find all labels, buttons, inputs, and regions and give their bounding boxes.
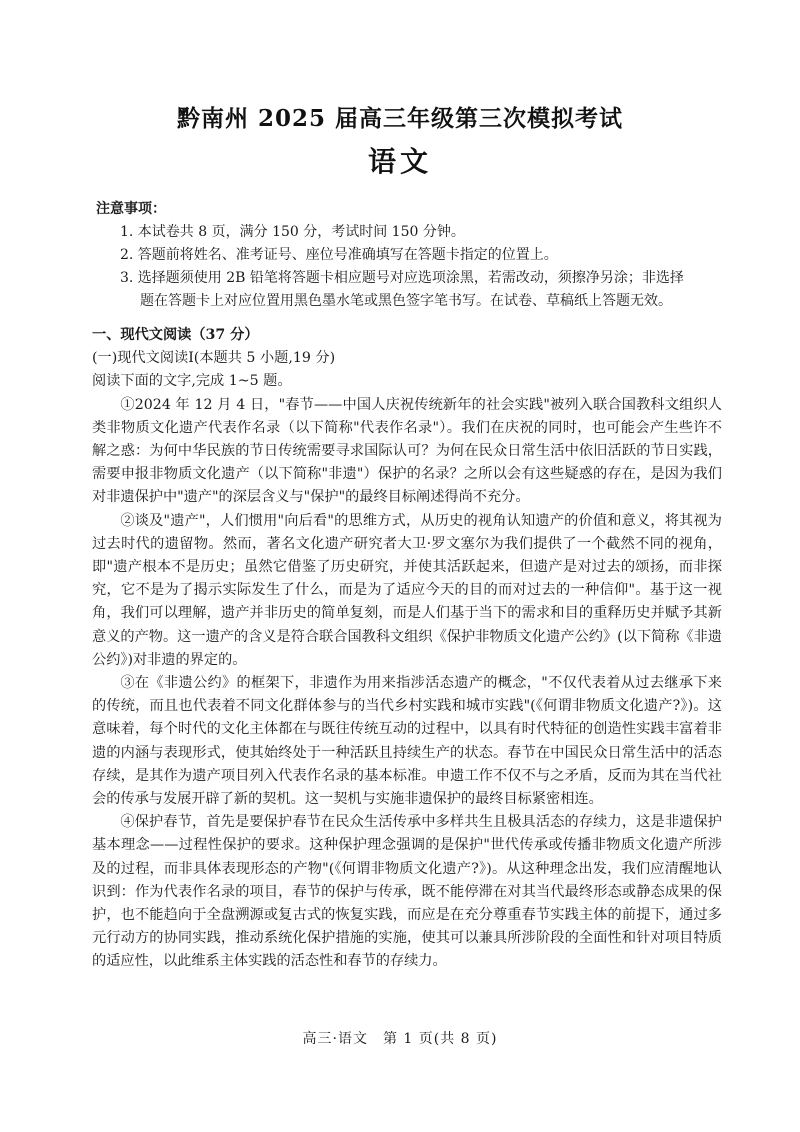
notice-item-3-continued-text: 题在答题卡上对应位置用黑色墨水笔或黑色签字笔书写。在试卷、草稿纸上答题无效。	[140, 293, 672, 309]
notice-item-1: 1. 本试卷共 8 页，满分 150 分，考试时间 150 分钟。	[120, 224, 465, 240]
paragraph-1: ①2024 年 12 月 4 日，"春节——中国人庆祝传统新年的社会实践"被列入联合国教科文组织人类非物质文化遗产代表作名录（以下简称"代表作名录"）。我们在庆祝的同时，也可能会产生些许不解之惑：为何中华民族的节日传统需要寻求国际认可？为何在民众日常生活中依旧活跃的节日实践，需要申报非物质文化遗产（以下简称"非遗"）保护的名录？之所以会有这些疑惑的存在，是因为我们对非遗保护中"遗产"的深层含义与"保护"的最终目标阐述得尚不充分。	[92, 396, 722, 506]
reading-section	[92, 324, 722, 974]
notice-item-3: 3. 选择题须使用 2B 铅笔将答题卡相应题号对应选项涂黑，若需改动，须擦净另涂；非选择	[120, 270, 684, 286]
section-instruction: 阅读下面的文字,完成 1~5 题。	[92, 373, 292, 390]
section-subheading: (一)现代文阅读Ⅰ(本题共 5 小题,19 分)	[92, 350, 336, 367]
paragraph-4: ④保护春节，首先是要保护春节在民众生活传承中多样共生且极具活态的存续力，这是非遗保护基本理念——过程性保护的要求。这种保护理念强调的是保护"世代传承或传播非物质文化遗产所涉及的过程，而非具体表现形态的产物"(《何谓非物质文化遗产?》)。从这种理念出发，我们应清醒地认识到：作为代表作名录的项目，春节的保护与传承，既不能停滞在对其当代最终形态或静态成果的保护，也不能趋向于全盘溯源或复古式的恢复实践，而应是在充分尊重春节实践主体的前提下，通过多元行动方的协同实践，推动系统化保护措施的实施，使其可以兼具所涉阶段的全面性和针对项目特质的适应性，以此维系主体实践的活态性和春节的存续力。	[92, 814, 722, 970]
notice-item-3-continued	[96, 290, 720, 313]
paragraph-2: ②谈及"遗产"，人们惯用"向后看"的思维方式，从历史的视角认知遗产的价值和意义，将其视为过去时代的遗留物。然而，著名文化遗产研究者大卫·罗文塞尔为我们提供了一个截然不同的视角，即"遗产根本不是历史；虽然它借鉴了历史研究，并使其活跃起来，但遗产是对过去的颂扬，而非探究，它不是为了揭示实际发生了什么，而是为了适应今天的目的而对过去的一种信仰"。基于这一视角，我们可以理解，遗产并非历史的简单复刻，而是人们基于当下的需求和目的重释历史并赋予其新意义的产物。这一遗产的含义是符合联合国教科文组织《保护非物质文化遗产公约》(以下简称《非遗公约》)对非遗的界定的。	[92, 512, 722, 668]
notice-block	[96, 198, 720, 313]
page-footer: 高三·语文 第 1 页(共 8 页)	[302, 1031, 498, 1047]
notice-heading: 注意事项：	[96, 201, 166, 217]
exam-title: 黔南州 2025 届高三年级第三次模拟考试	[176, 105, 624, 132]
subject-title: 语文	[367, 145, 432, 178]
paragraph-3: ③在《非遗公约》的框架下，非遗作为用来指涉活态遗产的概念，"不仅代表着从过去继承下来的传统，而且也代表着不同文化群体参与的当代乡村实践和城市实践"(《何谓非物质文化遗产?》)。这意味着，每个时代的文化主体都在与既往传统互动的过程中，以具有时代特征的创造性实践丰富着非遗的内涵与表现形式，使其始终处于一种活跃且持续生产的状态。春节在中国民众日常生活中的活态存续，是其作为遗产项目列入代表作名录的基本标准。申遗工作不仅不与之矛盾，反而为其在当代社会的传承与发展开辟了新的契机。这一契机与实施非遗保护的最终目标紧密相连。	[92, 675, 722, 808]
notice-item-2: 2. 答题前将姓名、准考证号、座位号准确填写在答题卡指定的位置上。	[120, 247, 558, 263]
section-heading: 一、现代文阅读（37 分）	[92, 327, 259, 343]
